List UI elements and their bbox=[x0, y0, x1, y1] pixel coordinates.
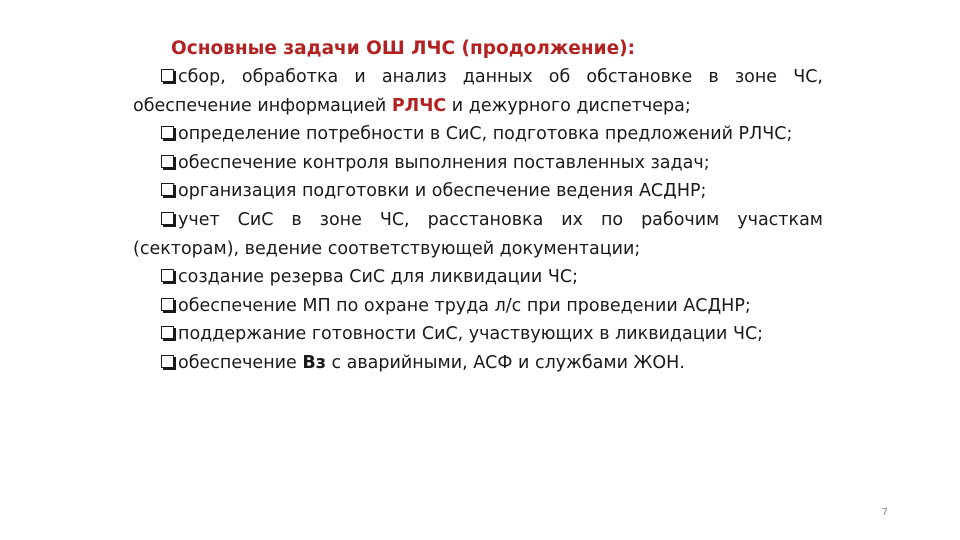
task-text: определение потребности в СиС, подготовка предложений РЛЧС; bbox=[178, 124, 793, 145]
task-item-8 bbox=[133, 320, 823, 349]
task-text: обеспечение контроля выполнения поставленных задач; bbox=[178, 152, 710, 173]
task-text-tail: и дежурного диспетчера; bbox=[446, 95, 691, 116]
slide-title: Основные задачи ОШ ЛЧС (продолжение): bbox=[171, 38, 635, 59]
highlight-rlchs: РЛЧС bbox=[391, 95, 447, 116]
checkbox-square-icon bbox=[161, 298, 174, 311]
checkbox-square-icon bbox=[161, 183, 174, 196]
checkbox-square-icon bbox=[161, 355, 174, 368]
checkbox-square-icon bbox=[161, 212, 174, 225]
checkbox-square-icon bbox=[161, 269, 174, 282]
task-item-1 bbox=[133, 63, 823, 120]
task-text: обеспечение МП по охране труда л/с при проведении АСДНР; bbox=[178, 295, 751, 316]
task-item-3 bbox=[133, 149, 823, 178]
checkbox-square-icon bbox=[161, 126, 174, 139]
bold-vz: Вз bbox=[302, 352, 326, 373]
task-item-4 bbox=[133, 177, 823, 206]
task-item-9 bbox=[133, 349, 823, 378]
task-text-tail: с аварийными, АСФ и службами ЖОН. bbox=[325, 352, 685, 373]
task-item-6 bbox=[133, 263, 823, 292]
task-text: сбор, обработка и анализ данных об обстановке в зоне ЧС, обеспечение информацией bbox=[133, 67, 823, 116]
task-text: учет СиС в зоне ЧС, расстановка их по рабочим участкам (секторам), ведение соответствующей документации; bbox=[133, 209, 823, 259]
task-text: организация подготовки и обеспечение ведения АСДНР; bbox=[178, 181, 707, 202]
task-text: создание резерва СиС для ликвидации ЧС; bbox=[178, 267, 578, 288]
checkbox-square-icon bbox=[161, 326, 174, 339]
checkbox-square-icon bbox=[161, 69, 174, 82]
checkbox-square-icon bbox=[161, 155, 174, 168]
task-item-7 bbox=[133, 292, 823, 321]
task-text: поддержание готовности СиС, участвующих в ликвидации ЧС; bbox=[178, 324, 764, 345]
task-item-2 bbox=[133, 120, 823, 149]
slide-content bbox=[133, 34, 823, 378]
task-item-5 bbox=[133, 206, 823, 263]
task-text: обеспечение bbox=[178, 352, 303, 373]
page-number: 7 bbox=[881, 507, 888, 518]
